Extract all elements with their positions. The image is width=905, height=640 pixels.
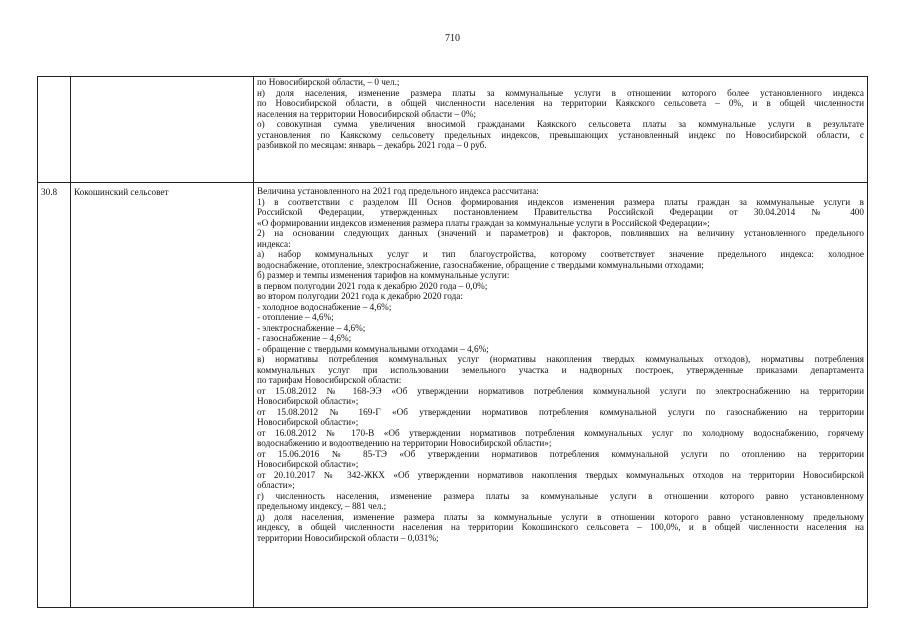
- description-cell: [254, 183, 868, 608]
- description-line: от 15.08.2012 № 168-ЭЭ «Об утверждении нормативов потребления коммунальной услуги по электроснабжению на территории: [257, 385, 864, 396]
- page-number: 710: [445, 33, 460, 44]
- description-line: разбивкой по месяцам: январь – декабрь 2021 года – 0 руб.: [257, 140, 487, 150]
- description-line: а) набор коммунальных услуг и тип благоустройства, которому соответствует значение предельного индекса: холодное: [257, 249, 864, 259]
- description-line: в) нормативы потребления коммунальных услуг (нормативы накопления твердых коммунальных отходов), нормативы потребления: [257, 354, 864, 364]
- table-row: [38, 183, 868, 608]
- description-line: от 15.08.2012 № 169-Г «Об утверждении нормативов потребления коммунальной услуги по газоснабжению на территории: [257, 406, 864, 417]
- description-line: по Новосибирской области, – 0 чел.;: [257, 77, 400, 87]
- description-line: - холодное водоснабжение – 4,6%;: [257, 301, 392, 312]
- description-line: от 16.08.2012 № 170-В «Об утверждении нормативов потребления коммунальных услуг по холодному водоснабжению, горячему: [257, 427, 864, 438]
- description-line: - газоснабжение – 4,6%;: [257, 333, 352, 343]
- description-line: Новосибирской области»;: [257, 459, 359, 469]
- description-line: о) совокупная сумма увеличения вносимой гражданами Каякского сельсовета платы за коммунальные услуги в результате: [257, 119, 864, 129]
- municipality-name-cell: Кокошинский сельсовет: [71, 183, 254, 608]
- description-line: Новосибирской области»;: [257, 396, 359, 406]
- row-number-cell: [38, 77, 71, 183]
- description-line: Российской Федерации, утвержденных постановлением Правительства Российской Федерации от 30.04.2014 № 400: [257, 207, 864, 217]
- description-line: Величина установленного на 2021 год предельного индекса рассчитана:: [257, 186, 539, 196]
- description-line: области»;: [257, 480, 295, 490]
- description-line: в первом полугодии 2021 года к декабрю 2020 года – 0,0%;: [257, 280, 488, 291]
- row-number-cell: 30.8: [38, 183, 71, 608]
- description-line: по Новосибирской области, в общей численности населения на территории Каякского сельсовета – 0%, и в общей численности: [257, 98, 864, 108]
- description-line: водоснабжение, отопление, электроснабжение, газоснабжение, обращение с твердыми коммунальными отходами;: [257, 259, 704, 270]
- description-line: - обращение с твердыми коммунальными отходами – 4,6%;: [257, 343, 489, 354]
- description-line: по тарифам Новосибирской области:: [257, 375, 402, 385]
- description-line: 1) в соответствии с разделом III Основ формирования индексов изменения размера платы граждан за коммунальные услуги в: [257, 196, 864, 207]
- description-line: от 20.10.2017 № 342-ЖКХ «Об утверждении нормативов накопления твердых коммунальных отходов на территории Новосибирской: [257, 469, 864, 480]
- document-table: [37, 76, 868, 608]
- description-line: - отопление – 4,6%;: [257, 312, 334, 322]
- description-line: индексу, в общей численности населения на территории Кокошинского сельсовета – 100,0%, и в общей численности населения на: [257, 522, 864, 532]
- description-line: б) размер и темпы изменения тарифов на коммунальные услуги:: [257, 270, 510, 280]
- description-line: от 15.06.2016 № 85-ТЭ «Об утверждении нормативов потребления коммунальной услуги по отоплению на территории: [257, 448, 864, 459]
- description-line: водоснабжению и водоотведению на территории Новосибирской области»;: [257, 438, 552, 448]
- description-line: д) доля населения, изменение размера платы за коммунальные услуги в отношении которого равно установленному предельному: [257, 511, 864, 522]
- description-line: Новосибирской области»;: [257, 417, 359, 427]
- description-cell: [254, 77, 868, 183]
- description-line: н) доля населения, изменение размера платы за коммунальные услуги в отношении которого более установленного индекса: [257, 87, 864, 98]
- municipality-name-cell: [71, 77, 254, 183]
- description-line: «О формировании индексов изменения размера платы граждан за коммунальные услуги в Российской Федерации»;: [257, 217, 710, 228]
- description-line: территории Новосибирской области – 0,031%;: [257, 532, 439, 543]
- table-row: [38, 77, 868, 183]
- description-line: установления по Каякскому сельсовету предельных индексов, превышающих установленный индекс по Новосибирской области, с: [257, 129, 864, 140]
- description-line: населения на территории Новосибирской области – 0%;: [257, 108, 477, 119]
- description-line: предельному индексу, – 881 чел.;: [257, 501, 387, 511]
- description-line: г) численность населения, изменение размера платы за коммунальные услуги в отношении которого равно установленному: [257, 490, 864, 501]
- description-line: - электроснабжение – 4,6%;: [257, 322, 366, 333]
- description-line: индекса:: [257, 238, 291, 249]
- description-line: во втором полугодии 2021 года к декабрю 2020 года:: [257, 291, 463, 301]
- description-line: 2) на основании следующих данных (значений и параметров) и факторов, повлиявших на величину установленного предельного: [257, 228, 864, 238]
- description-line: коммунальных услуг при использовании земельного участка и надворных построек, утвержденные приказами департамента: [257, 364, 864, 375]
